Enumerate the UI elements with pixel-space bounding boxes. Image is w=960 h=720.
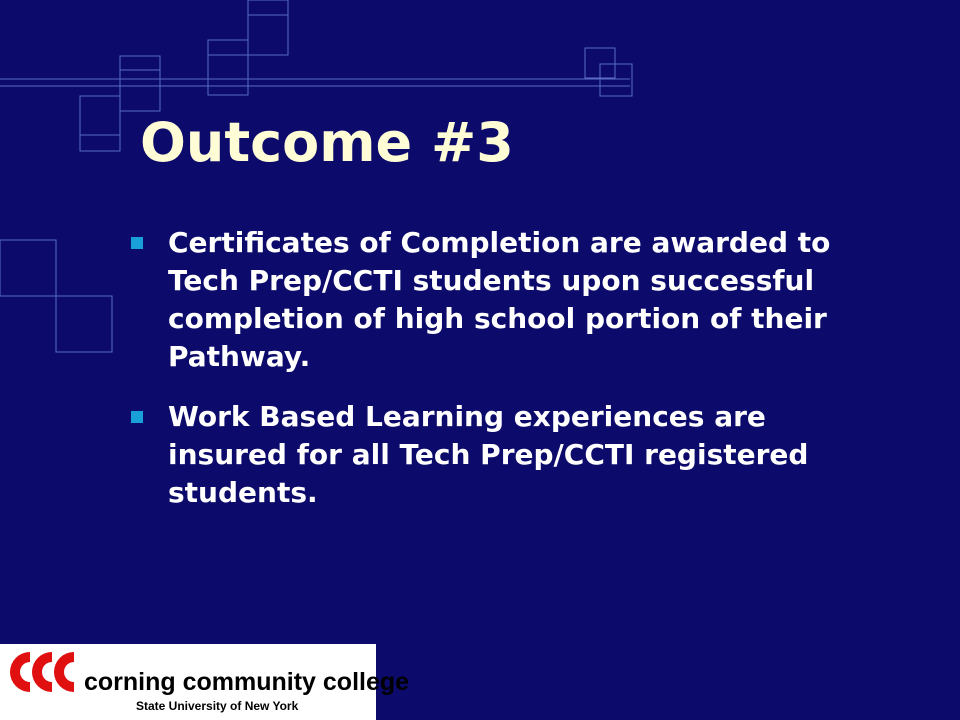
bullet-text: Certificates of Completion are awarded to Tech Prep/CCTI students upon successful completion of high school portion of their Pathway.	[168, 226, 831, 373]
college-name: corning community college	[84, 668, 410, 696]
bullet-text: Work Based Learning experiences are insured for all Tech Prep/CCTI registered students.	[168, 400, 809, 509]
ccc-logo-mark-icon	[8, 648, 78, 696]
college-subtitle: State University of New York	[136, 699, 299, 713]
bullet-list	[131, 224, 891, 534]
college-logo	[0, 644, 410, 720]
square-bullet-icon	[131, 237, 143, 249]
square-bullet-icon	[131, 411, 143, 423]
slide-title: Outcome #3	[140, 111, 514, 174]
bullet-item	[131, 224, 891, 376]
bullet-item	[131, 398, 891, 512]
